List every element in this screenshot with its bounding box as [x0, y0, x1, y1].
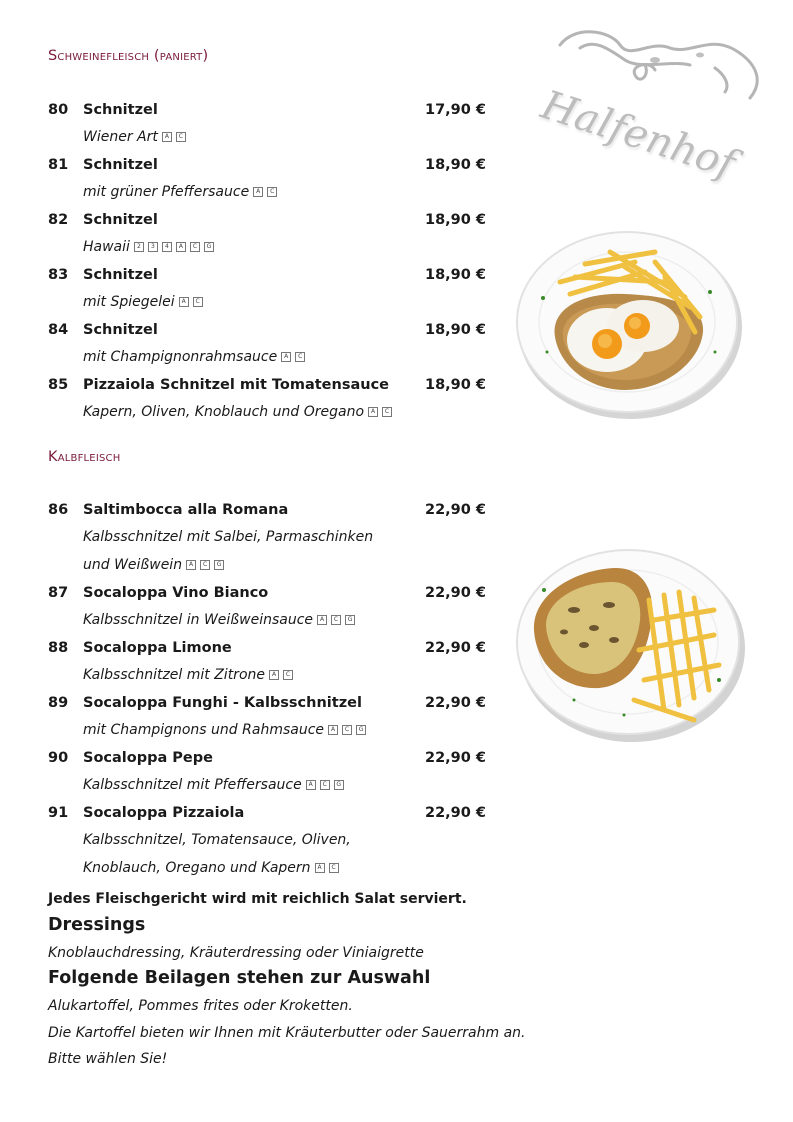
section-title-pork: Schweinefleisch (paniert) — [48, 48, 209, 64]
item-number: 83 — [48, 267, 69, 283]
allergen-badge: C — [320, 780, 330, 790]
item-name: Socaloppa Vino Bianco — [83, 585, 269, 601]
item-description-text: Kalbsschnitzel mit Pfeffersauce — [83, 777, 302, 793]
item-number: 90 — [48, 750, 69, 766]
dressings-heading: Dressings — [48, 915, 146, 935]
allergen-badge: G — [204, 242, 214, 252]
sides-text-2: Die Kartoffel bieten wir Ihnen mit Kräuterbutter oder Sauerrahm an. — [48, 1025, 526, 1041]
logo-text: Halfenhof — [535, 82, 741, 188]
item-description — [83, 612, 355, 628]
item-name: Schnitzel — [83, 212, 158, 228]
item-number: 82 — [48, 212, 69, 228]
item-price: 22,90 € — [424, 585, 486, 601]
allergen-badge: G — [356, 725, 366, 735]
item-description — [83, 294, 203, 310]
section-title-veal: Kalbfleisch — [48, 449, 121, 465]
allergen-badge: G — [345, 615, 355, 625]
item-name: Socaloppa Pepe — [83, 750, 213, 766]
item-number: 86 — [48, 502, 69, 518]
allergen-badge: C — [193, 297, 203, 307]
item-number: 89 — [48, 695, 69, 711]
allergen-badge: A — [317, 615, 327, 625]
item-description-text: Kalbsschnitzel in Weißweinsauce — [83, 612, 314, 628]
item-description — [83, 832, 351, 848]
item-price: 18,90 € — [424, 267, 486, 283]
allergen-badge: A — [328, 725, 338, 735]
photo-schnitzel-eggs — [515, 222, 745, 432]
allergen-badge: C — [283, 670, 293, 680]
allergen-badge: C — [267, 187, 277, 197]
item-description-text: mit Spiegelei — [83, 294, 175, 310]
allergen-badge: C — [329, 863, 339, 873]
allergen-badge: C — [342, 725, 352, 735]
allergen-badge: C — [190, 242, 200, 252]
item-number: 87 — [48, 585, 69, 601]
item-description — [83, 239, 214, 255]
item-name: Schnitzel — [83, 102, 158, 118]
item-name: Schnitzel — [83, 157, 158, 173]
halfenhof-logo — [535, 20, 780, 190]
item-description-text: mit grüner Pfeffersauce — [83, 184, 250, 200]
item-name: Schnitzel — [83, 267, 158, 283]
item-price: 18,90 € — [424, 157, 486, 173]
item-name: Pizzaiola Schnitzel mit Tomatensauce — [83, 377, 390, 393]
allergen-badge: 3 — [148, 242, 158, 252]
item-number: 80 — [48, 102, 69, 118]
allergen-badge: A — [368, 407, 378, 417]
item-description — [83, 129, 186, 145]
allergen-badge: C — [295, 352, 305, 362]
sides-text: Alukartoffel, Pommes frites oder Kroketten. — [48, 998, 353, 1014]
allergen-badge: A — [306, 780, 316, 790]
item-description-text: Kalbsschnitzel, Tomatensauce, Oliven, — [83, 832, 351, 848]
item-description — [83, 529, 373, 545]
item-price: 22,90 € — [424, 750, 486, 766]
item-description-text: Knoblauch, Oregano und Kapern — [83, 860, 311, 876]
allergen-badge: G — [214, 560, 224, 570]
dressings-text: Knoblauchdressing, Kräuterdressing oder Viniaigrette — [48, 945, 424, 961]
item-description — [83, 184, 277, 200]
item-description — [83, 860, 339, 876]
allergen-badge: A — [179, 297, 189, 307]
item-description — [83, 667, 293, 683]
allergen-badge: A — [176, 242, 186, 252]
item-name: Saltimbocca alla Romana — [83, 502, 289, 518]
item-name: Socaloppa Funghi - Kalbsschnitzel — [83, 695, 362, 711]
item-description — [83, 777, 344, 793]
item-price: 18,90 € — [424, 212, 486, 228]
item-description-text: Hawaii — [83, 239, 130, 255]
item-description-text: mit Champignons und Rahmsauce — [83, 722, 325, 738]
item-description-text: und Weißwein — [83, 557, 183, 573]
allergen-badge: C — [200, 560, 210, 570]
item-price: 17,90 € — [424, 102, 486, 118]
item-number: 91 — [48, 805, 69, 821]
allergen-badge: 4 — [162, 242, 172, 252]
item-price: 22,90 € — [424, 502, 486, 518]
allergen-badge: A — [186, 560, 196, 570]
photo-schnitzel-funghi — [514, 540, 746, 752]
item-price: 22,90 € — [424, 640, 486, 656]
item-description-text: Kapern, Oliven, Knoblauch und Oregano — [83, 404, 365, 420]
item-number: 88 — [48, 640, 69, 656]
item-price: 22,90 € — [424, 805, 486, 821]
allergen-badge: C — [176, 132, 186, 142]
item-price: 18,90 € — [424, 377, 486, 393]
allergen-badge: C — [331, 615, 341, 625]
allergen-badge: A — [269, 670, 279, 680]
item-price: 18,90 € — [424, 322, 486, 338]
allergen-badge: A — [315, 863, 325, 873]
allergen-badge: 2 — [134, 242, 144, 252]
item-description — [83, 557, 224, 573]
item-number: 84 — [48, 322, 69, 338]
item-description-text: Kalbsschnitzel mit Salbei, Parmaschinken — [83, 529, 374, 545]
allergen-badge: A — [162, 132, 172, 142]
item-number: 81 — [48, 157, 69, 173]
item-description — [83, 404, 392, 420]
allergen-badge: A — [253, 187, 263, 197]
sides-heading: Folgende Beilagen stehen zur Auswahl — [48, 968, 431, 988]
item-description — [83, 722, 366, 738]
item-description-text: mit Champignonrahmsauce — [83, 349, 278, 365]
item-description — [83, 349, 305, 365]
item-description-text: Wiener Art — [83, 129, 158, 145]
sides-text-3: Bitte wählen Sie! — [48, 1051, 168, 1067]
item-number: 85 — [48, 377, 69, 393]
item-name: Socaloppa Pizzaiola — [83, 805, 245, 821]
allergen-badge: C — [382, 407, 392, 417]
item-name: Schnitzel — [83, 322, 158, 338]
allergen-badge: G — [334, 780, 344, 790]
item-price: 22,90 € — [424, 695, 486, 711]
item-name: Socaloppa Limone — [83, 640, 232, 656]
allergen-badge: A — [281, 352, 291, 362]
item-description-text: Kalbsschnitzel mit Zitrone — [83, 667, 265, 683]
salad-note: Jedes Fleischgericht wird mit reichlich Salat serviert. — [48, 891, 467, 907]
